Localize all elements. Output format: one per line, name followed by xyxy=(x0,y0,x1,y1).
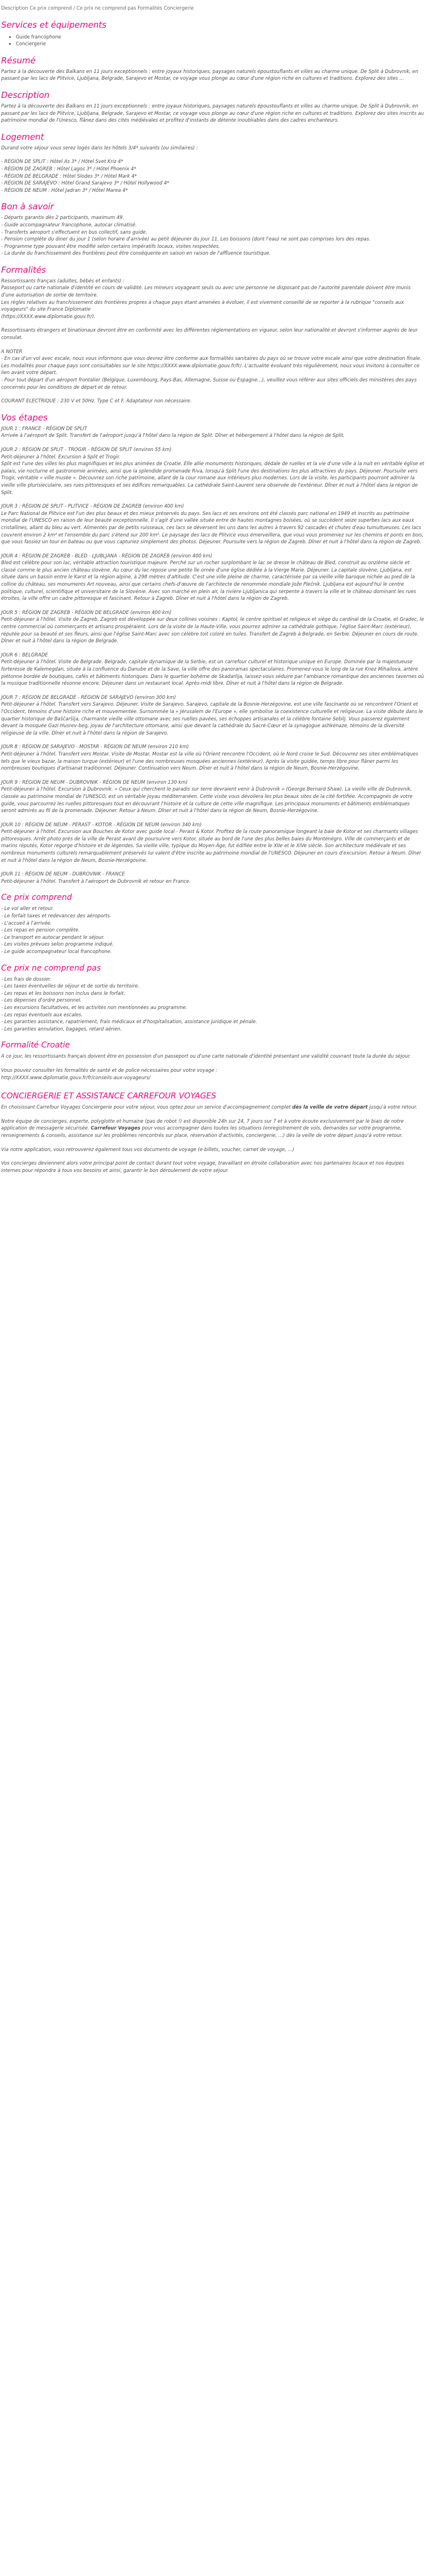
itinerary-day: JOUR 8 : RÉGION DE SARAJEVO - MOSTAR - RÉGION DE NEUM (environ 210 km) Petit-déjeuner à l'hôtel. Transfert vers Mostar. Visite de Mostar. Mostar est la ville où l'Orient rencontre l'Occident, où le Nord croise le Sud. Découvrez ses sites emblématiques tels que le vieux bazar, la maison turque (extérieur) et l'une des nombreuses mosquées anciennes (extérieur). Après la visite guidée, temps libre pour flâner parmi les nombreuses boutiques d'artisanat traditionnel. Déjeuner. Continuation vers Neum. Dîner et nuit à l'hôtel dans la région de Neum, Bosnie-Herzégovine. xyxy=(1,744,418,771)
conciergerie-team-end: pour vous accompagner dans toutes les situations (enregistrement de vols, demandes sur votre programme, renseignements & conseils, assistance sur les problèmes rencontrés sur place, réservation d'activités, conciergerie, ...) dès la veille de votre départ jusqu'à votre retour. xyxy=(1,1125,403,1138)
formalites-title: Formalités xyxy=(1,264,46,275)
services-title: Services et équipements xyxy=(1,19,107,30)
services-item: • Guide francophone xyxy=(16,33,424,41)
conciergerie-intro xyxy=(1,1104,424,1111)
itinerary-day: JOUR 9 : RÉGION DE NEUM - DUBROVNIK - RÉGION DE NEUM (environ 130 km) Petit-déjeuner à l'hôtel. Excursion à Dubrovnik. « Ceux qui cherchent le paradis sur terre devraient venir à Dubrovnik » (George Bernard Shaw). La vieille ville de Dubrovnik, classée au patrimoine mondial de l'UNESCO, est un véritable joyau méditerranéen. Cette visite vous dévoilera les plus beaux sites de la cité fortifiée. Accompagnés de votre guide, vous parcourrez les ruelles pittoresques tout en découvrant l'histoire et la culture de cette ville magnifique. Les principaux monuments et bâtiments emblématiques seront admirés au fil de la promenade. Déjeuner. Retour à Neum. Dîner et nuit à l'hôtel dans la région de Neum, Bosnie-Herzégovine. xyxy=(1,779,413,814)
conciergerie-intro-start: En choisissant Carrefour Voyages Conciergerie pour votre séjour, vous optez pour un service d'accompagnement complet xyxy=(1,1104,293,1110)
conciergerie-title: CONCIERGERIE ET ASSISTANCE CARREFOUR VOYAGES xyxy=(1,1092,217,1101)
description-text: Partez à la découverte des Balkans en 11 jours exceptionnels : entre joyaux historiques, paysages naturels époustouflants et villes au charme unique. De Split à Dubrovnik, en passant par les lacs de Plitvice, Ljubljana, Belgrade, Sarajevo et Mostar, ce voyage vous plonge au cœur d'une région riche en cultures et traditions. Explorez des sites inscrits au patrimoine mondial de l'Unesco, flânez dans des cités médiévales et profitez d'instants de détente inoubliables dans des cadres enchanteurs. xyxy=(1,102,424,123)
prix-comprend-title: Ce prix comprend xyxy=(1,893,72,903)
conciergerie-app: Via notre application, vous retrouverez également tous vos documents de voyage (e-billets, voucher, carnet de voyage, ...) xyxy=(1,1146,294,1152)
description-title: Description xyxy=(1,89,50,100)
section-tabs[interactable]: Description Ce prix comprend / Ce prix ne comprend pas Formalités Conciergerie xyxy=(1,5,194,11)
itinerary-day: JOUR 1 : FRANCE - RÉGION DE SPLIT Arrivée à l'aéroport de Split. Transfert de l'aéroport jusqu'à l'hôtel dans la région de Split. Dîner et hébergement à l'hôtel dans la région de Split. xyxy=(1,425,345,439)
prix-ne-comprend-title: Ce prix ne comprend pas xyxy=(1,963,101,973)
conciergerie-contact: Vos concierges deviennent alors votre principal point de contact durant tout votre voyage, travaillant en étroite collaboration avec nos partenaires locaux et nos équipes internes pour répondre à tous vos besoins et ainsi, garantir le bon déroulement de votre séjour. xyxy=(1,1160,405,1173)
logement-title: Logement xyxy=(1,131,44,142)
conciergerie-team-start: Notre équipe de concierges, experte, polyglotte et humaine (pas de robot !) est disponible 24h sur 24, 7 jours sur 7 et à votre écoute exclusivement par le biais de notre application de messagerie sécurisée. xyxy=(1,1118,404,1131)
formalites-note: A NOTER - En cas d'un vol avec escale, nous vous informons que vous devrez être conforme aux formalités sanitaires du pays où se trouve votre escale ainsi que votre destination finale. Les modalités pour chaque pays sont consultables sur le site https://XXXX.www.diplomatie.gouv.fr/fr/. L'actualité évoluant très régulièrement, nous vous invitons à consulter ce lien avant votre départ. - Pour tout départ d'un aéroport frontalier (Belgique, Luxembourg, Pays-Bas, Allemagne, Suisse ou Espagne...), veuillez vous référer aux sites officiels des ministères des pays concernés pour les conditions de départ et de retour. xyxy=(1,348,422,390)
conciergerie-brand: Carrefour Voyages xyxy=(91,1125,140,1131)
itinerary-day: JOUR 4 : RÉGION DE ZAGREB - BLED - LJUBLJANA - RÉGION DE ZAGREB (environ 400 km) Bled est célèbre pour son lac, véritable attraction touristique majeure. Perché sur un rocher surplombant le lac se dresse le château de Bled, construit au onzième siècle et classé comme le plus ancien château slovène. Au cœur du lac repose une petite île ornée d'une église dédiée à la Vierge Marie. Déjeuner. La capitale slovène, Ljubljana, est située dans un bassin entre le Karst et la région alpine, à 298 mètres d'altitude. C'est une ville pleine de charme, caractérisée par sa vieille ville baroque nichée au pied de la colline du château, ses monuments Art nouveau, ainsi que certains chefs-d'œuvre de l'architecte de renommée mondiale Jože Plečnik. Ljubljana est aujourd'hui le centre politique, culturel, scientifique et universitaire de la Slovénie. Avec son marché en plein air, la rivière Ljubljanica qui serpente à travers la ville et le château dominant les rues étroites, la ville offre un cadre pittoresque et fascinant. Retour à Zagreb. Dîner et nuit à l'hôtel dans la région de Zagreb. xyxy=(1,552,417,602)
resume-text: Partez à la découverte des Balkans en 11 jours exceptionnels : entre joyaux historiques, paysages naturels époustouflants et villes au charme unique. De Split à Dubrovnik, en passant par les lacs de Plitvice, Ljubljana, Belgrade, Sarajevo et Mostar, ce voyage vous plonge au cœur d'une région riche en cultures et traditions. Explorez des sites ... xyxy=(1,68,418,81)
formalite-croatie-title: Formalité Croatie xyxy=(1,1041,70,1050)
bon-a-savoir-text: - Départs garantis dès 2 participants, maximum 49. - Guide accompagnateur francophone, autocar climatisé. - Transferts aéroport s'effectuent en bus collectif, sans guide. - Pension complète du diner du jour 1 (selon horaire d'arrivée) au petit déjeuner du jour 11. Les boissons (dont l'eau) ne sont pas comprises lors des repas. - Programme type pouvant être modifié selon certains impératifs locaux, visites respectées. - La durée du franchissement des frontières peut être conséquente en saison en raison de l'affluence touristique. xyxy=(1,214,371,256)
bon-a-savoir-title: Bon à savoir xyxy=(1,201,54,212)
itinerary-day: JOUR 6 : BELGRADE Petit-déjeuner à l'hôtel. Visite de Belgrade. Belgrade, capitale dynamique de la Serbie, est un carrefour culturel et historique unique en Europe. Dominée par la majestueuse forteresse de Kalemegdan, située à la confluence du Danube et de la Save, la ville offre des panoramas spectaculaires. Promenez-vous le long de la rue Knez Mihailova, artère piétonne bordée de boutiques, cafés et bâtiments historiques. Dans le quartier bohème de Skadarlija, laissez-vous séduire par l'ambiance romantique des anciennes tavernes où la musique traditionnelle résonne encore. Déjeuner dans un restaurant local. Après-midi libre. Dîner et nuit à l'hôtel dans la région de Belgrade. xyxy=(1,651,424,686)
etapes-title: Vos étapes xyxy=(1,412,48,423)
prix-ne-comprend-list: - Les frais de dossier. - Les taxes éventuelles de séjour et de sortie du territoire. - Les repas et les boissons non inclus dans le forfait. - Les dépenses d'ordre personnel. - Les excursions facultatives, et les activités non mentionnées au programme. - Les repas éventuels aux escales. - Les garanties assistance, rapatriement, frais médicaux et d'hospitalisation, assistance juridique et pénale. - Les garanties annulation, bagages, retard aérien. xyxy=(1,976,258,1032)
conciergerie-intro-bold: dès la veille de votre départ xyxy=(292,1104,368,1110)
formalite-croatie-link-text[interactable]: Vous pouvez consulter les formalités de santé et de police nécessaires pour votre voyage : http://XXXX.www.diplomatie.gouv.fr/fr/conseils-aux-voyageurs/ xyxy=(1,1067,218,1080)
logement-hotels: - RÉGION DE SPLIT : Hôtel As 3* / Hôtel Svet Kriz 4* - RÉGION DE ZAGREB : Hôtel Lagos 3* / Hôtel Phoenix 4* - RÉGION DE BELGRADE : Hôtel Slodes 3* / Hôtel Mark 4* - RÉGION DE SARAJEVO : Hôtel Grand Sarajevo 3* / Hôtel Hollywood 4* - RÉGION DE NEUM : Hôtel Jadran 3* / Hôtel Marea 4* xyxy=(1,158,170,193)
itinerary-days xyxy=(1,425,424,885)
page xyxy=(0,0,429,1174)
formalites-paragraph: Ressortissants étrangers et binationaux devront être en conformité avec les différentes réglementations en vigueur, selon leur nationalité et devront s'informer auprès de leur consulat. xyxy=(1,327,418,341)
conciergerie-team xyxy=(1,1118,424,1139)
itinerary-day: JOUR 10 : RÉGION DE NEUM - PERAST - KOTOR - RÉGION DE NEUM (environ 340 km) Petit-déjeuner à l'hôtel. Excursion aux Bouches de Kotor avec guide local - Perast & Kotor. Profitez de la route panoramique longeant la baie de Kotor et ses charmants villages pittoresques. Arrêt photo près de la ville de Perast avant de poursuivre vers Kotor, située au bord de l'une des plus belles baies du Monténégro. Ville de commerçants et de marins réputés, Kotor regorge d'histoire et de légendes. Sa vieille ville, typique du Moyen-Âge, fut édifiée entre le XIIe et le XIVe siècle. Son architecture médiévale et ses nombreux monuments culturels remarquablement préservés lui valent d'être inscrite au patrimoine mondial de l'UNESCO. Déjeuner en cours d'excursion. Retour à Neum. Dîner et nuit à l'hôtel dans la région de Neum, Bosnie-Herzégovine. xyxy=(1,821,422,863)
itinerary-day: JOUR 3 : RÉGION DE SPLIT - PLITVICE - RÉGION DE ZAGREB (environ 400 km) Le Parc National de Plitvice est l'un des plus beaux et des mieux préservés du pays. Ses lacs et ses environs ont été classés parc national en 1949 et inscrits au patrimoine mondial de l'UNESCO en raison de leur beauté exceptionnelle. Il s'agit d'une vallée située entre de hautes montagnes boisées, où se succèdent seize superbes lacs aux eaux cristallines, allant du bleu au vert. Alimentés par de petits ruisseaux, ces lacs se déversent les uns dans les autres à travers 92 cascades et chutes d'eau tumultueuses. Les lacs couvrent environ 2 km² et l'ensemble du parc s'étend sur 200 km². Le paysage des lacs de Plitvice vous émerveillera, que vous vous promeniez sur les chemins et ponts en bois, que vous fassiez un tour en bateau ou que vous capturiez simplement des photos. Déjeuner. Poursuite vers la région de Zagreb. Dîner et nuit à l'hôtel dans la région de Zagreb. xyxy=(1,503,424,545)
itinerary-day: JOUR 2 : RÉGION DE SPLIT - TROGIR - RÉGION DE SPLIT (environ 55 km) Petit-déjeuner à l'hôtel. Excursion à Split et Trogir. Split est l'une des villes les plus magnifiques et les plus animées de Croatie. Elle allie monuments historiques, dédale de ruelles et la vie d'une ville à la nuit en véritable église et palais, vie nocturne et gastronomie animées, ainsi que la splendide promenade Riva, lorsqu'à Split l'une des destinations les plus attractives du pays. Déjeuner. Poursuite vers Trogir, véritable « ville musée ». Découvrez son riche patrimoine, allant de la cour romane aux intérieurs plus modernes. Lors de la visite, les participants pourront admirer la vieille ville plurisieculaire, ses rues pittoresques et ses édifices remarquables. La cathédrale Saint-Laurent sera observée de l'extérieur. Dîner et nuit à l'hôtel dans la région de Split. xyxy=(1,446,424,495)
logement-intro: Durand votre séjour vous serez logés dans les hôtels 3/4* suivants (ou similaires) : xyxy=(1,144,198,151)
prix-comprend-list: - Le vol aller et retour. - Le forfait taxes et redevances des aéroports. - L'accueil à l'arrivée. - Les repas en pension complète. - Le transport en autocar pendant le séjour. - Les visites prévues selon programme indiqué. - Le guide accompagnateur local francophone. xyxy=(1,905,114,954)
services-item: • Conciergerie xyxy=(16,40,424,48)
resume-title: Résumé xyxy=(1,55,36,66)
itinerary-day: JOUR 7 : RÉGION DE BELGRADE - RÉGION DE SARAJEVO (environ 300 km) Petit-déjeuner à l'hôtel. Transfert vers Sarajevo. Déjeuner. Visite de Sarajevo. Sarajevo, capitale de la Bosnie-Herzégovine, est une ville fascinante où se rencontrent l'Orient et l'Occident, témoins d'une histoire riche et mouvementée. Surnommée la « Jérusalem de l'Europe », elle symbolise la coexistence culturelle et religieuse. La visite débute dans le quartier historique de Baščaršija, charmante vieille ville ottomane avec ses ruelles pavées, ses échoppes artisanales et la célèbre fontaine Sebilj. Vous passerez également devant la mosquée Gazi Husrev-beg, joyau de l'architecture ottomane, ainsi que devant la cathédrale du Sacré-Cœur et la synagogue ashkénaze, témoins de la diversité religieuse de la ville. Dîner et nuit à l'hôtel dans la région de Sarajevo. xyxy=(1,694,423,736)
formalite-croatie-text: A ce jour, les ressortissants français doivent être en possession d'un passeport ou d'une carte nationale d'identité présentant une validité couvrant toute la durée du séjour. xyxy=(1,1053,411,1059)
itinerary-day: JOUR 5 : RÉGION DE ZAGREB - RÉGION DE BELGRADE (environ 400 km) Petit-déjeuner à l'hôtel. Visite de Zagreb. Zagreb est développée sur deux collines voisines : Kaptol, le centre spirituel et religieux et siège du cardinal de la Croatie, et Gradec, le centre commercial où commerçants et artisans prospéraient. Lors de la visite de la Haute-Ville, vous pourrez admirer sa cathédrale gothique, l'église Saint-Marc (extérieur), réputée pour sa beauté et ses fleurs, ainsi que l'église Saint-Marc avec son célèbre toit coloré en tuiles. Transfert de Zagreb à Belgrade, en Serbie. Déjeuner en cours de route. Dîner et nuit à l'hôtel dans la région de Belgrade. xyxy=(1,609,424,644)
formalites-paragraph: Ressortissants français (adultes, bébés et enfants) : Passeport ou carte nationale d'identité en cours de validité. Les mineurs voyageant seuls ou avec une personne ne disposant pas de l'autorité parentale doivent être munis d'une autorisation de sortie de territoire. Les règles relatives au franchissement des frontières propres à chaque pays étant amenées à évoluer, il est vivement conseillé de se reporter à la rubrique "conseils aux voyageurs" du site France Diplomatie (https://XXXX.www.diplomatie.gouv.fr/). xyxy=(1,277,411,319)
conciergerie-intro-end: jusqu'à votre retour. xyxy=(367,1104,418,1110)
formalites-electricity: COURANT ELECTRIQUE : 230 V et 50Hz. Type C et F. Adaptateur non nécessaire. xyxy=(1,398,192,404)
services-list xyxy=(1,33,424,48)
itinerary-day: JOUR 11 : RÉGION DE NEUM - DUBROVNIK - FRANCE Petit-déjeuner à l'hôtel. Transfert à l'aéroport de Dubrovnik et retour en France. xyxy=(1,871,191,884)
